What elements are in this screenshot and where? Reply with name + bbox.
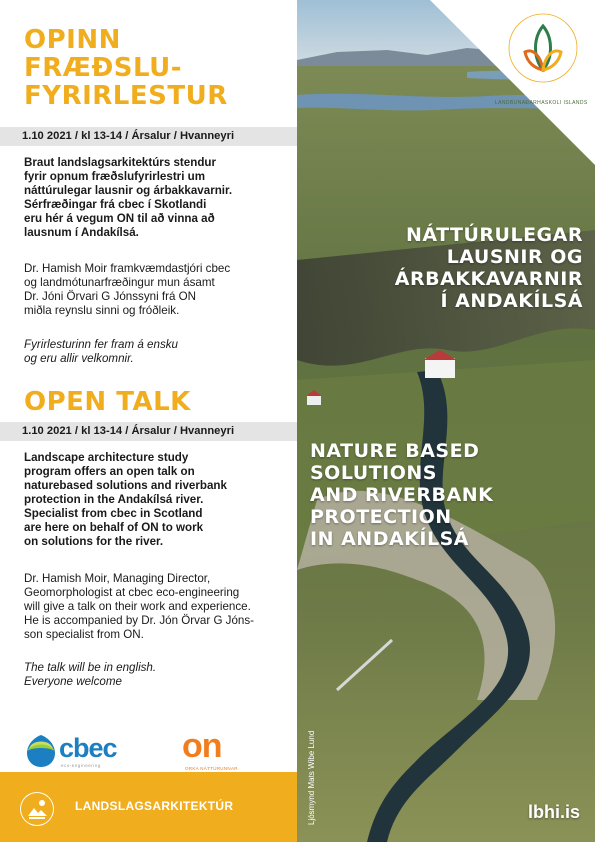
photo-title-icelandic: NÁTTÚRULEGAR LAUSNIR OG ÁRBAKKAVARNIR Í ANDAKÍLSÁ — [394, 224, 583, 312]
on-wordmark: on — [182, 727, 222, 765]
title-english: OPEN TALK — [24, 387, 191, 417]
landscape-icon — [20, 792, 54, 826]
note-icelandic: Fyrirlesturinn fer fram á ensku og eru allir velkomnir. — [24, 338, 178, 365]
on-tagline: ORKA NÁTTÚRUNNAR — [185, 766, 238, 771]
cbec-tagline: eco-engineering — [61, 763, 101, 768]
cbec-drop-icon — [25, 733, 57, 769]
date-bar-icelandic: 1.10 2021 / kl 13-14 / Ársalur / Hvanneyri — [0, 127, 297, 146]
photo-credit: Ljósmynd Mats Wibe Lund — [307, 730, 316, 825]
university-seal — [430, 0, 595, 165]
body-english: Dr. Hamish Moir, Managing Director, Geomorphologist at cbec eco-engineering will give a talk on their work and experience. He is accompanied by Dr. Jón Örvar G Jóns- son specialist from ON. — [24, 572, 255, 641]
title-icelandic: OPINN FRÆÐSLU- FYRIRLESTUR — [24, 25, 228, 111]
left-column — [0, 0, 297, 842]
body-icelandic: Dr. Hamish Moir framkvæmdastjóri cbec og landmótunarfræðingur mun ásamt Dr. Jóni Örvari G Jónssyni frá ON miðla reynslu sinni og fróðleik. — [24, 262, 231, 317]
date-bar-english: 1.10 2021 / kl 13-14 / Ársalur / Hvanneyri — [0, 422, 297, 441]
on-logo — [182, 727, 242, 771]
intro-english: Landscape architecture study program offers an open talk on naturebased solutions and riverbank protection in the Andakílsá river. Specialist from cbec in Scotland are here on behalf of ON to work on solutions for the river. — [24, 451, 227, 548]
website-link[interactable]: lbhi.is — [528, 802, 581, 822]
cbec-wordmark: cbec — [59, 733, 117, 763]
aerial-photo — [297, 0, 595, 842]
intro-icelandic: Braut landslagsarkitektúrs stendur fyrir opnum fræðslufyrirlestri um náttúrulegar lausnir og árbakkavarnir. Sérfræðingar frá cbec í Skotlandi eru hér á vegum ON til að vinna að lausnum í Andakílsá. — [24, 156, 233, 239]
footer-bar — [0, 772, 297, 842]
seal-text: LANDBÚNAÐARHÁSKÓLI ÍSLANDS — [495, 100, 588, 106]
photo-title-english: NATURE BASED SOLUTIONS AND RIVERBANK PROTECTION IN ANDAKÍLSÁ — [310, 440, 494, 550]
footer-label: LANDSLAGSARKITEKTÚR — [75, 799, 234, 813]
note-english: The talk will be in english. Everyone welcome — [24, 661, 157, 688]
cbec-logo — [25, 733, 135, 769]
